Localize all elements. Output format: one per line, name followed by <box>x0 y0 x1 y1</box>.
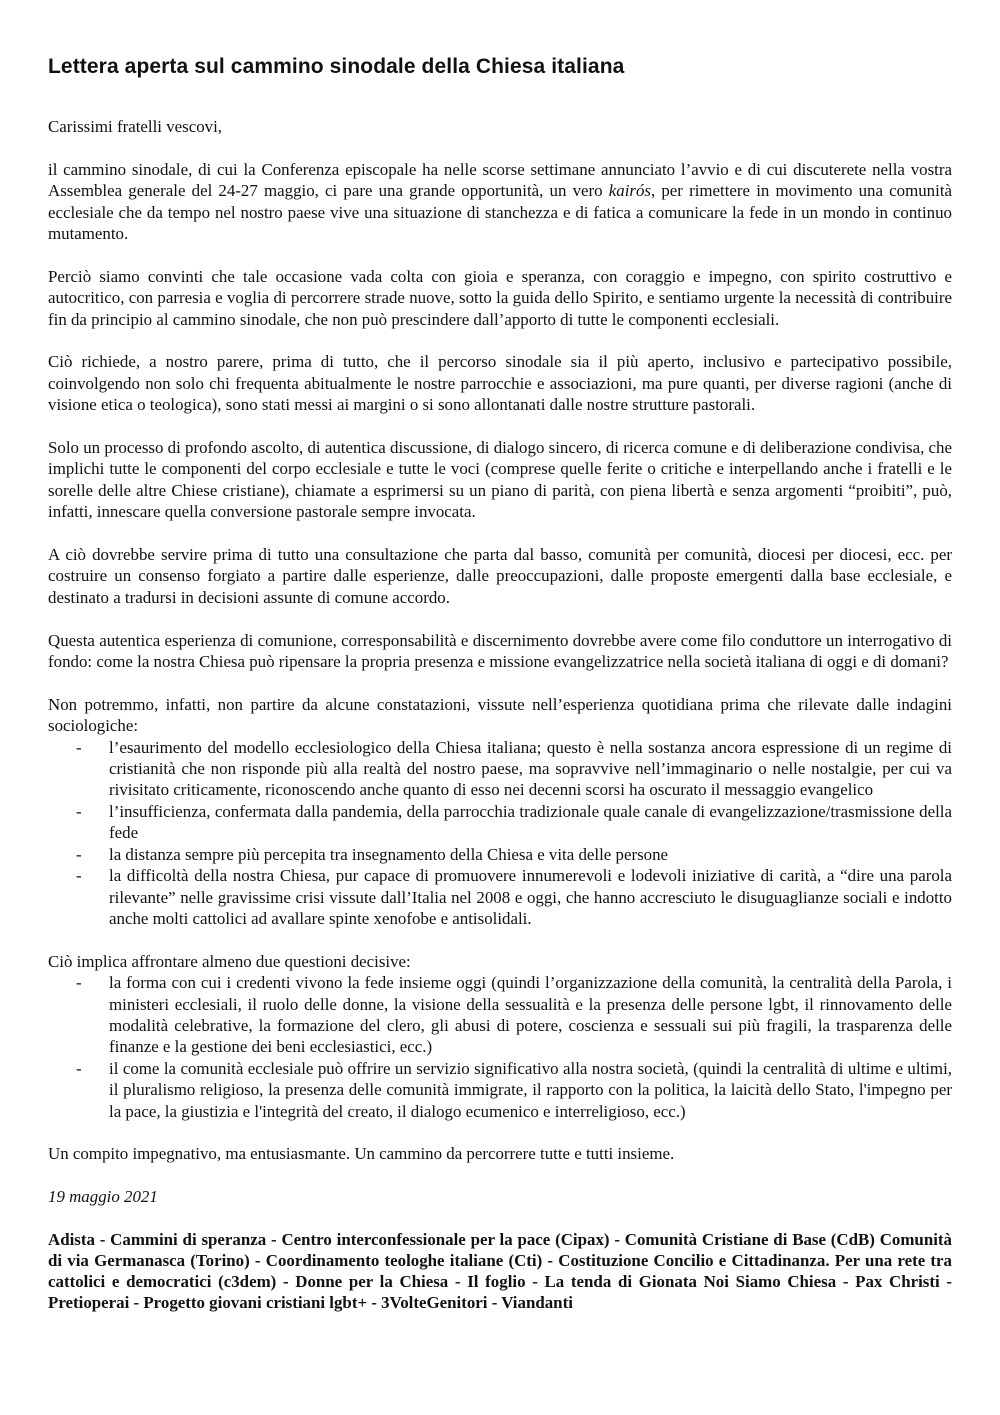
observations-list <box>48 737 952 930</box>
list-item <box>48 801 952 844</box>
list-item-text: il come la comunità ecclesiale può offrire un servizio significativo alla nostra società, (quindi la centralità di ultime e ultimi, il pluralismo religioso, la presenza delle comunità immigrate, il rapporto con la politica, la laicità dello Stato, l'impegno per la pace, la giustizia e l'integrità del creato, il dialogo ecumenico e interreligioso, ecc.) <box>109 1058 952 1121</box>
greeting: Carissimi fratelli vescovi, <box>48 117 223 136</box>
paragraph-2: Perciò siamo convinti che tale occasione vada colta con gioia e speranza, con coraggio e impegno, con spirito costruttivo e autocritico, con parresia e voglia di percorrere strade nuove, sotto la guida dello Spirito, e sentiamo urgente la necessità di contribuire fin da principio al cammino sinodale, che non può prescindere dall’apporto di tutte le componenti ecclesiali. <box>48 266 952 329</box>
paragraph-8: Ciò implica affrontare almeno due questioni decisive: <box>48 951 411 971</box>
closing-paragraph: Un compito impegnativo, ma entusiasmante. Un cammino da percorrere tutte e tutti insieme. <box>48 1144 675 1164</box>
dash-bullet: - <box>76 1058 82 1078</box>
list-item-text: la difficoltà della nostra Chiesa, pur capace di promuovere innumerevoli e lodevoli iniziative di carità, a “dire una parola rilevante” nelle gravissime crisi vissute dall’Italia nel 2008 e oggi, che hanno accresciuto le disuguaglianze sociali e indotto anche molti cattolici ad avallare spinte xenofobe e antisolidali. <box>109 866 952 928</box>
list-item-text: la forma con cui i credenti vivono la fede insieme oggi (quindi l’organizzazione della comunità, la centralità della Parola, i ministeri ecclesiali, il ruolo delle donne, la visione della sessualità e la presenza delle persone lgbt, il rinnovamento delle modalità celebrative, la formazione del clero, gli abusi di potere, coscienza e sessuali sui più fragili, la trasparenza delle finanze e la gestione dei beni ecclesiastici, ecc.) <box>109 973 952 1057</box>
list-item <box>48 844 952 865</box>
paragraph-1-text-b: , per rimettere in movimento una comunità ecclesiale che da tempo nel nostro paese vive una situazione di stanchezza e di fatica a comunicare la fede in un mondo in continuo mutamento. <box>48 181 953 244</box>
document-title: Lettera aperta sul cammino sinodale della Chiesa italiana <box>48 55 625 78</box>
list-item-text: l’esaurimento del modello ecclesiologico della Chiesa italiana; questo è nella sostanza ancora espressione di un regime di cristianità che non risponde più alla realtà del nostro paese, ma sopravvive nell’immaginario o nelle nostalgie, per cui va rivisitato criticamente, riconoscendo anche quanto di esso nei decenni scorsi ha oscurato il messaggio evangelico <box>109 737 952 800</box>
dash-bullet: - <box>76 844 82 864</box>
letter-date: 19 maggio 2021 <box>48 1187 158 1207</box>
dash-bullet: - <box>76 801 82 821</box>
paragraph-1 <box>48 159 952 245</box>
signatories: Adista - Cammini di speranza - Centro interconfessionale per la pace (Cipax) - Comunità Cristiane di Base (CdB) Comunità di via Germanasca (Torino) - Coordinamento teologhe italiane (Cti) - Costituzione Concilio e Cittadinanza. Per una rete tra cattolici e democratici (c3dem) - Donne per la Chiesa - Il foglio - La tenda di Gionata Noi Siamo Chiesa - Pax Christi - Pretioperai - Progetto giovani cristiani lgbt+ - 3VolteGenitori - Viandanti <box>48 1229 952 1312</box>
paragraph-5: A ciò dovrebbe servire prima di tutto una consultazione che parta dal basso, comunità per comunità, diocesi per diocesi, ecc. per costruire un consenso forgiato a partire dalle esperienze, dalle preoccupazioni, dalle proposte emergenti dalla base ecclesiale, e destinato a tradursi in decisioni assunte di comune accordo. <box>48 545 952 607</box>
letter-body <box>48 116 952 1334</box>
list-item-text: l’insufficienza, confermata dalla pandemia, della parrocchia tradizionale quale canale di evangelizzazione/trasmissione della fede <box>109 801 952 843</box>
paragraph-3: Ciò richiede, a nostro parere, prima di tutto, che il percorso sinodale sia il più aperto, inclusivo e partecipativo possibile, coinvolgendo non solo chi frequenta abitualmente le nostre parrocchie e associazioni, ma pure quanti, per diverse ragioni (anche di visione etica o teologica), sono stati messi ai margini o si sono allontanati dalle nostre strutture pastorali. <box>48 352 952 415</box>
list-item <box>48 737 952 801</box>
list-item <box>48 865 952 929</box>
paragraph-1-text-a: il cammino sinodale, di cui la Conferenza episcopale ha nelle scorse settimane annunciato l’avvio e di cui discuterete nella vostra Assemblea generale del 24-27 maggio, ci pare una grande opportunità, un vero <box>48 159 952 201</box>
dash-bullet: - <box>76 866 82 886</box>
list-item-text: la distanza sempre più percepita tra insegnamento della Chiesa e vita delle persone <box>109 844 669 864</box>
paragraph-7: Non potremmo, infatti, non partire da alcune constatazioni, vissute nell’esperienza quotidiana prima che rilevate dalle indagini sociologiche: <box>48 694 952 736</box>
paragraph-6: Questa autentica esperienza di comunione, corresponsabilità e discernimento dovrebbe avere come filo conduttore un interrogativo di fondo: come la nostra Chiesa può ripensare la propria presenza e missione evangelizzatrice nella società italiana di oggi e di domani? <box>48 630 952 672</box>
list-item <box>48 1058 952 1122</box>
dash-bullet: - <box>76 737 82 757</box>
questions-list <box>48 972 952 1122</box>
list-item <box>48 972 952 1058</box>
paragraph-4: Solo un processo di profondo ascolto, di autentica discussione, di dialogo sincero, di ricerca comune e di deliberazione condivisa, che implichi tutte le componenti del corpo ecclesiale e tutte le voci (comprese quelle ferite o critiche e interpellando anche i fratelli e le sorelle delle altre Chiese cristiane), chiamate a esprimersi su un piano di parità, con piena libertà e senza argomenti “proibiti”, può, infatti, innescare quella conversione pastorale sempre invocata. <box>48 438 952 522</box>
kairos-word: kairós <box>608 181 651 201</box>
dash-bullet: - <box>76 973 82 993</box>
